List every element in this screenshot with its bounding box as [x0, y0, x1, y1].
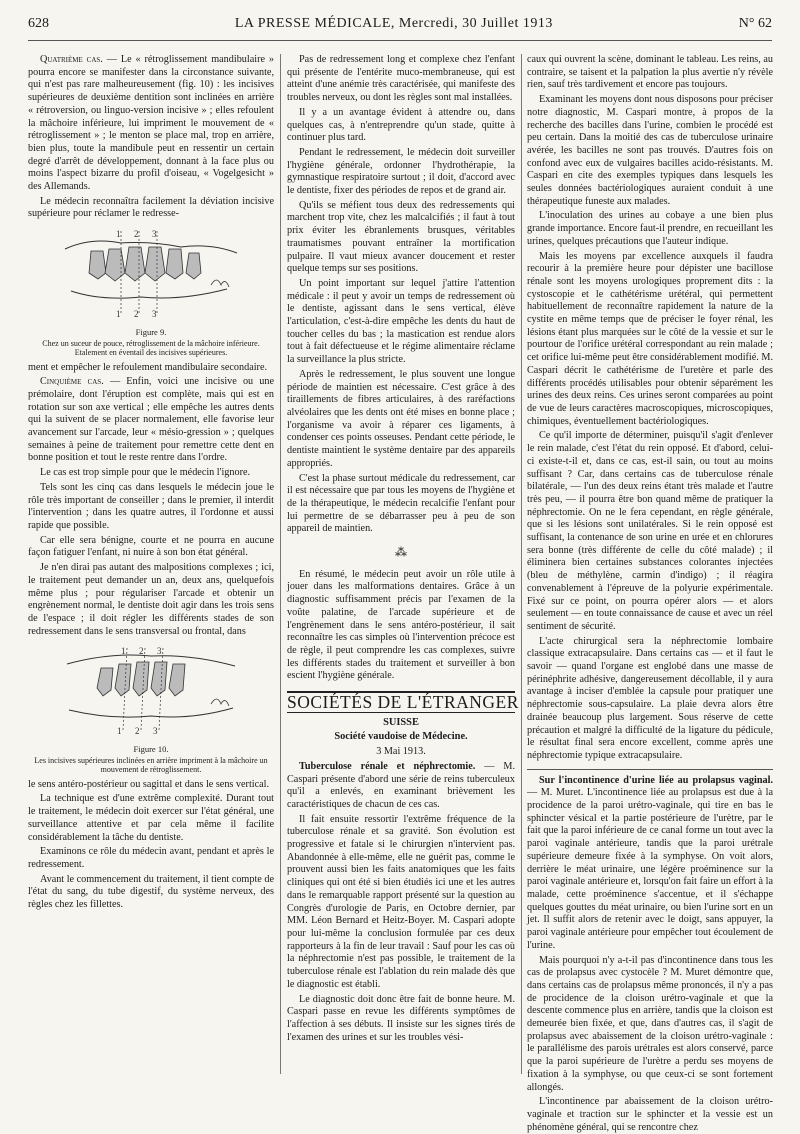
paragraph	[527, 775, 773, 953]
column-2	[287, 54, 519, 1076]
paragraph: caux qui ouvrent la scène, dominant le tableau. Les reins, au contraire, se taisent et la palpation la plus avertie n'y révèle rien, sauf très tardivement et encore pas toujours.	[527, 54, 773, 91]
paragraph: le sens antéro-postérieur ou sagittal et dans le sens vertical.	[28, 778, 270, 790]
country-heading: SUISSE	[383, 716, 419, 728]
teeth-illustration	[51, 644, 251, 736]
column-1	[28, 54, 274, 1076]
svg-text:2: 2	[134, 229, 139, 240]
teeth-illustration	[51, 227, 251, 319]
paragraph: Il fait ensuite ressortir l'extrême fréquence de la tuberculose rénale et sa gravité. Son évolution est progressive et fatale si le chirurgien n'intervient pas. Abandonnée à elle-même, elle ne guérit pas, comme le prouvent aussi bien les faits anatomiques que les faits cliniques qui ont été si bien étudiés ici une et les autres dans le remarquable rapport présenté sur la question au Congrès d'urologie de Paris, en Octobre dernier, par MM. Léon Bernard et Heitz-Boyer. M. Caspari adopte pour lui-même la conclusion formulée par ces deux rapporteurs à la fin de leur travail : Sauf pour les cas où la néphrectomie n'est pas possible, le traitement de la tuberculose rénale est l'ablation du rein malade dès que le diagnostic est établi.	[287, 813, 515, 990]
svg-text:3: 3	[152, 309, 157, 320]
report-heading: Sur l'incontinence d'urine liée au prolapsus vaginal.	[539, 774, 773, 786]
paragraph: Examinons ce rôle du médecin avant, pendant et après le redressement.	[28, 846, 274, 870]
svg-text:2: 2	[139, 646, 144, 657]
figure-title: Figure 10.	[133, 744, 169, 755]
case-heading: Cinquième cas.	[40, 376, 104, 388]
svg-text:2: 2	[134, 309, 139, 320]
figure-9	[28, 227, 274, 357]
paragraph	[28, 376, 274, 465]
paragraph	[287, 761, 515, 812]
paragraph: Le cas est trop simple pour que le médecin l'ignore.	[40, 467, 251, 479]
paragraph-text: — Enfin, voici une incisive ou une prémolaire, dont l'éruption est complète, mais qui est en rotation sur son axe vertical ; elle empêche les autres dents qui la suivent de se placer normalement, elle favorise leur avancement sur l'arcade, leur « mésio-gression » ; quelques semaines à peine de traitement pour remettre cette dent en bonne position et tout le reste rentre dans l'ordre.	[28, 376, 275, 464]
paragraph: L'acte chirurgical sera la néphrectomie lombaire classique extracapsulaire. Dans certains cas — et il faut le savoir — quand l'organe est englobé dans une masse de périnéphrite adhésive, dangereusement décollable, il y aura avantage à inciser d'emblée la capsule pour pratiquer une néphrectomie sous-capsulaire. La plaie devra alors être drainée beaucoup plus largement. Sous réserve de cette précaution et malgré la difficulté de la ligature du pédicule, le résultat final sera encore excellent, comme après une néphrectomie typique extracapsulaire.	[527, 635, 773, 761]
paragraph: Pas de redressement long et complexe chez l'enfant qui présente de l'entérite muco-membraneuse, qui est atteint d'une anémie très caractérisée, qui manifeste des troubles nerveux, ou dont les règles sont mal installées.	[287, 54, 515, 104]
paragraph: ment et empêcher le refoulement mandibulaire secondaire.	[28, 361, 268, 373]
svg-text:1: 1	[116, 309, 121, 320]
paragraph: Tels sont les cinq cas dans lesquels le médecin joue le rôle très important de conseiller ; dans le premier, il interdit l'intervention ; dans les quatre autres, il l'ordonne et aussi rapide que possible.	[28, 481, 274, 531]
case-heading: Quatrième cas.	[40, 54, 103, 65]
section-header	[287, 691, 519, 713]
paragraph: Après le redressement, le plus souvent une longue période de maintien est nécessaire. C'est grâce à des tiraillements de fibres articulaires, à des raréfactions alvéolaires que les dents ont été mises en bonne place ; l'organisme va avoir à réparer ces ligaments, à condenser ces points osseuses. Pendant cette période, le dentiste maintient le système dentaire par des appareils appropriés.	[287, 368, 515, 469]
svg-text:3: 3	[157, 646, 162, 657]
paragraph: Je n'en dirai pas autant des malpositions complexes ; ici, le traitement peut demander un an, deux ans, quelquefois même plus ; pour régulariser l'arcade et obtenir un engrènement normal, le dentiste doit agir dans les trois sens de l'espace ; il doit régler les différents stades de son redressement dans le sens transversal ou frontal, dans	[28, 562, 274, 637]
paragraph: Mais les moyens par excellence auxquels il faudra recourir à la première heure pour dépister une bacillose rénale sont les moyens urologiques proprement dits : la cystoscopie et le cathétérisme urétéral, qui permettent habituellement de reconnaître rapidement la nature de la cystite en même temps que de préciser le foyer rénal, les lésions étant plus marquées sur le côté de la vessie et sur le pourtour de l'orifice urétéral correspondant au rein malade ; cet orifice lui-même peut être considérablement modifié. M. Caspari décrit le cathétérisme de l'uretère et parle des différents procédés utilisables pour obtenir séparément les urines des deux reins. Ces urines seront comparées au point de vue de leurs caractères macroscopiques, microscopiques, chimiques, éventuellement bactériologiques.	[527, 250, 773, 427]
paragraph: Qu'ils se méfient tous deux des redressements qui marchent trop vite, chez les malcalcifiés ; il faut à tout prix éviter les ébranlements brusques, véritables traumatismes pouvant entraîner la mortification pulpaire. Il vaut mieux avancer doucement et rester quelque temps sur ses positions.	[287, 199, 515, 275]
column-3	[527, 54, 773, 1133]
section-title: SOCIÉTÉS DE L'ÉTRANGER	[287, 692, 519, 713]
paragraph: Il y a un avantage évident à attendre ou, dans quelques cas, à n'entreprendre qu'un stade, quitte à continuer plus tard.	[287, 106, 515, 144]
svg-text:3: 3	[152, 229, 157, 240]
svg-text:1: 1	[116, 229, 121, 240]
paragraph: C'est la phase surtout médicale du redressement, car il est nécessaire que par tous les moyens de l'hygiène et de la thérapeutique, le médecin recalcifie l'enfant pour lui permettre de se débarrasser peu à peu de son appareil de maintien.	[287, 472, 515, 535]
svg-text:1: 1	[117, 726, 122, 737]
page-number: 628	[28, 16, 49, 31]
svg-text:1: 1	[121, 646, 126, 657]
paragraph: La technique est d'une extrême complexité. Durant tout le traitement, le médecin doit exercer sur l'état général, une surveillance attentive et par cela même il facilite considérablement la tâche du dentiste.	[28, 793, 274, 843]
journal-title: LA PRESSE MÉDICALE, Mercredi, 30 Juillet 1913	[234, 16, 553, 31]
figure-caption: Chez un suceur de pouce, rétroglissement de la mâchoire inférieure. Etalement en éventail des incisives supérieures.	[42, 338, 260, 358]
figure-10	[28, 644, 274, 774]
paragraph: Pendant le redressement, le médecin doit surveiller l'hygiène générale, ordonner l'hydrothérapie, la gymnastique respiratoire surtout ; il doit, d'accord avec le dentiste, fixer des périodes de repos et de grand air.	[287, 146, 515, 197]
paragraph: Mais pourquoi n'y a-t-il pas d'incontinence dans tous les cas de prolapsus avec cystocèle ? M. Muret démontre que, dans certains cas de prolapsus même prononcés, il n'y a pas de procidence de la cloison urétro-vaginale et que la descente commence plus en arrière, tandis que la cloison est demeurée bien fixée, et que, dans d'autres cas, il s'agit de prolapsus avec abaissement de la cloison urétro-vaginale : le parallélisme des parois urétrales est alors conservé, parce que la paroi supérieure de l'urètre a perdu ses moyens de fixation à la symphyse, ou que ceux-ci se sont fortement allongés.	[527, 954, 773, 1093]
figure-caption: Les incisives supérieures inclinées en arrière impriment à la mâchoire un mouvement de rétroglissement.	[34, 755, 268, 775]
column-rule-2	[521, 54, 522, 1074]
meeting-date: 3 Mai 1913.	[376, 746, 426, 758]
paragraph-text: — M. Muret. L'incontinence liée au prolapsus est due à la procidence de la paroi urétro-vaginale, qui tire en bas le sphincter vésical et la partie postérieure de l'urètre, par le fait que la paroi inférieure de ce canal forme un tout avec la paroi vaginale antérieure, tandis que la paroi urétrale supérieure demeure fixée à la symphyse. On voit alors, derrière le méat urinaire, une légère proéminence sur la paroi vaginale antérieure et, lorsqu'on fait faire un effort à la malade, cette proéminence s'accentue, et il s'échappe quelques gouttes du méat urinaire, ou bien l'urine sort en un jet. Il suffit alors de retenir avec le doigt, sans appuyer, la paroi vaginale antérieure pour empêcher tout écoulement de l'urine.	[527, 787, 773, 951]
paragraph: Un point important sur lequel j'attire l'attention médicale : il peut y avoir un temps de redressement où le dentiste, agissant dans le sens vertical, élève l'articulation, c'est-à-dire empêche les dents du haut de toucher celles du bas ; la mastication est rendue alors tout à fait défectueuse et le régime alimentaire réclame la surveillance la plus stricte.	[287, 277, 515, 366]
society-heading: Société vaudoise de Médecine.	[334, 731, 468, 743]
paragraph: Ce qu'il importe de déterminer, puisqu'il s'agit d'enlever le rein malade, c'est l'état du rein opposé. Et d'abord, celui-ci existe-t-il et, dans ce cas, est-il sain, ou tout au moins suffisant ? Car, dans certains cas de tuberculose rénale bilatérale, — l'un des deux reins étant très malade et l'autre très peu, — il pourra être bon quand même de pratiquer la néphrectomie. On ne le fera cependant, en règle générale, que si les lésions sont unilatérales. Si le rein opposé est suffisant, la contenance de son urine en urée et en chlorures sera bonne (très différente de celle du côté malade) ; il éliminera bien certaines substances colorantes injectées (bleu de méthylène, carmin d'indigo) ; il réagira convenablement à l'épreuve de la polyurie expérimentale. Fixé sur ce point, on pourra opérer alors — et alors seulement — en toute connaissance de cause et avec un réel sentiment de sécurité.	[527, 430, 773, 632]
paragraph: Car elle sera bénigne, courte et ne pourra en aucune façon fatiguer l'enfant, ni nuire à son bon état général.	[28, 534, 274, 559]
svg-text:2: 2	[135, 726, 140, 737]
column-rule-1	[280, 54, 281, 1074]
paragraph-text: — Le « rétroglissement mandibulaire » pourra encore se manifester dans la circonstance suivante, qui n'est pas rare malheureusement (fig. 10) : les incisives supérieures de deuxième dentition sont inclinées en arrière « rétroversion, ou linguo-version incisive » ; elles refoulent la mâchoire inférieure, lui impriment le mouvement de « rétroglissement » ; le menton se place mal, trop en arrière, bien plus, toute la mandibule peut en ressentir un certain degré d'arrêt de développement, donnant à la face plus ou moins l'aspect bizarre du profil d'oiseau, « Vogelgesicht » des Allemands.	[28, 54, 274, 193]
paragraph-text: — M. Caspari présente d'abord une série de reins tuberculeux qu'il a enlevés, en examinant brièvement les caractéristiques de chacun de ces cas.	[287, 760, 515, 810]
report-heading: Tuberculose rénale et néphrectomie.	[299, 760, 476, 772]
divider	[527, 769, 773, 770]
svg-text:3: 3	[153, 726, 158, 737]
paragraph	[28, 54, 274, 194]
asterism: ⁂	[395, 545, 407, 560]
paragraph: L'incontinence par abaissement de la cloison urétro-vaginale et traction sur le sphincter et la vessie est un phénomène général, qui se rencontre chez	[527, 1096, 773, 1133]
paragraph: Le médecin reconnaîtra facilement la déviation incisive supérieure pour réclamer le redresse-	[28, 195, 274, 220]
paragraph: L'inoculation des urines au cobaye a une bien plus grande importance. Encore faut-il prendre, en recueillant les urines, quelques précautions que l'auteur indique.	[527, 210, 773, 247]
issue-number: N° 62	[738, 16, 772, 31]
page-header	[28, 16, 772, 41]
paragraph: Avant le commencement du traitement, il tient compte de l'état du sang, du tube digestif, du système nerveux, des règles chez les fillettes.	[28, 873, 274, 911]
paragraph: En résumé, le médecin peut avoir un rôle utile à jouer dans les malformations dentaires. Grâce à un diagnostic suffisamment précis par l'examen de la voûte palatine, de l'arcade supérieure et de l'engrènement dans le sens antéro-postérieur, il sait reconnaître les cas simples où l'intervention précoce est de règle, il peut comprendre les cas complexes, suivre les différents stades du traitement et surveiller à bon escient l'hygiène générale.	[287, 568, 515, 682]
paragraph: Examinant les moyens dont nous disposons pour préciser notre diagnostic, M. Caspari montre, à propos de la recherche des bacilles dans l'urine, combien le procédé est peu certain. Dans la moitié des cas de tuberculose urinaire avérée, les bacilles ne sont pas trouvés. D'autres fois on confond avec eux de vulgaires bacilles acido-résistants. M. Caspari en cite des exemples typiques dans lesquels les seules données bactériologiques auraient conduit à une thérapeutique funeste aux malades.	[527, 94, 773, 207]
paragraph: Le diagnostic doit donc être fait de bonne heure. M. Caspari passe en revue les différents symptômes de l'affection à ses débuts. Il insiste sur les signes tirés de l'examen des urines et sur les troubles vési-	[287, 993, 515, 1043]
figure-title: Figure 9.	[135, 326, 167, 337]
